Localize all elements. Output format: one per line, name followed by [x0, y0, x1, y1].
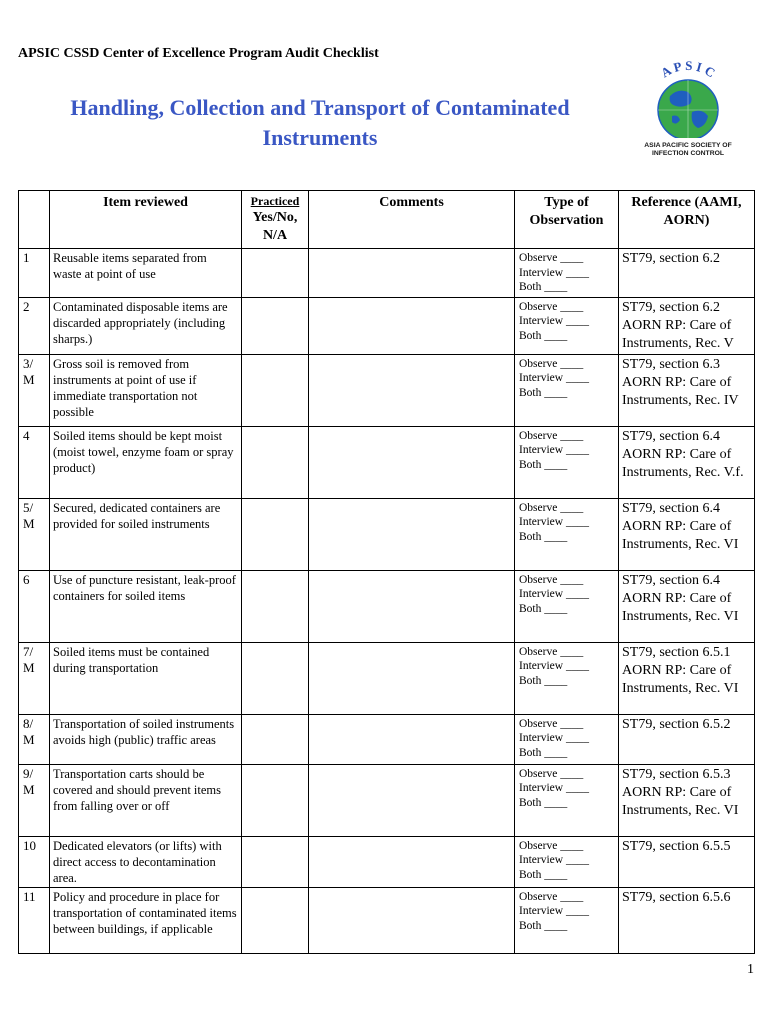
interview-option[interactable]: Interview ____ — [519, 732, 589, 744]
practiced-cell[interactable] — [242, 249, 309, 298]
table-row — [19, 714, 755, 764]
table-row — [19, 498, 755, 570]
comments-cell[interactable] — [309, 354, 515, 426]
page-title — [20, 93, 620, 153]
item-reviewed-cell: Transportation of soiled instruments avoids high (public) traffic areas — [50, 714, 242, 764]
row-number: 9/ M — [19, 764, 50, 836]
observe-option[interactable]: Observe ____ — [519, 252, 584, 264]
table-row — [19, 354, 755, 426]
logo-caption-line-1: ASIA PACIFIC SOCIETY OF — [644, 142, 732, 149]
table-row — [19, 764, 755, 836]
apsic-logo — [632, 56, 744, 160]
interview-option[interactable]: Interview ____ — [519, 516, 589, 528]
row-number: 8/ M — [19, 714, 50, 764]
practiced-cell[interactable] — [242, 714, 309, 764]
observation-cell — [515, 642, 619, 714]
observe-option[interactable]: Observe ____ — [519, 573, 584, 586]
comments-cell[interactable] — [309, 426, 515, 498]
table-row — [19, 297, 755, 354]
reference-cell: ST79, section 6.5.3 AORN RP: Care of Instruments, Rec. VI — [619, 764, 755, 836]
reference-cell: ST79, section 6.2 AORN RP: Care of Instruments, Rec. V — [619, 297, 755, 354]
reference-cell: ST79, section 6.4 AORN RP: Care of Instruments, Rec. VI — [619, 570, 755, 642]
observation-cell — [515, 249, 619, 298]
row-number: 2 — [19, 297, 50, 354]
practiced-cell[interactable] — [242, 297, 309, 354]
interview-option[interactable]: Interview ____ — [519, 854, 589, 866]
comments-cell[interactable] — [309, 297, 515, 354]
both-option[interactable]: Both ____ — [519, 530, 568, 543]
item-reviewed-cell: Soiled items should be kept moist (moist towel, enzyme foam or spray product) — [50, 426, 242, 498]
row-number: 5/ M — [19, 498, 50, 570]
practiced-cell[interactable] — [242, 498, 309, 570]
row-number: 7/ M — [19, 642, 50, 714]
observe-option[interactable]: Observe ____ — [519, 839, 584, 852]
item-reviewed-cell: Secured, dedicated containers are provided for soiled instruments — [50, 498, 242, 570]
both-option[interactable]: Both ____ — [519, 796, 568, 809]
both-option[interactable]: Both ____ — [519, 674, 568, 687]
interview-option[interactable]: Interview ____ — [519, 444, 589, 456]
row-number: 3/ M — [19, 354, 50, 426]
comments-cell[interactable] — [309, 642, 515, 714]
observation-cell — [515, 297, 619, 354]
both-option[interactable]: Both ____ — [519, 868, 568, 881]
reference-column-header: Reference (AAMI, AORN) — [619, 191, 755, 249]
observe-option[interactable]: Observe ____ — [519, 717, 584, 730]
row-number: 10 — [19, 836, 50, 887]
reference-cell: ST79, section 6.5.5 — [619, 836, 755, 887]
table-row — [19, 642, 755, 714]
both-option[interactable]: Both ____ — [519, 746, 568, 759]
observe-option[interactable]: Observe ____ — [519, 300, 584, 313]
observe-option[interactable]: Observe ____ — [519, 767, 584, 780]
interview-option[interactable]: Interview ____ — [519, 266, 589, 279]
row-number: 4 — [19, 426, 50, 498]
both-option[interactable]: Both ____ — [519, 458, 568, 471]
interview-option[interactable]: Interview ____ — [519, 588, 589, 600]
comments-cell[interactable] — [309, 887, 515, 953]
interview-option[interactable]: Interview ____ — [519, 782, 589, 794]
observe-option[interactable]: Observe ____ — [519, 890, 584, 903]
number-column-header — [19, 191, 50, 249]
page-title-line-2: Instruments — [262, 125, 378, 150]
item-reviewed-cell: Contaminated disposable items are discarded appropriately (including sharps.) — [50, 297, 242, 354]
row-number: 11 — [19, 887, 50, 953]
observation-cell — [515, 714, 619, 764]
comments-cell[interactable] — [309, 570, 515, 642]
comments-cell[interactable] — [309, 249, 515, 298]
item-reviewed-cell: Policy and procedure in place for transportation of contaminated items between buildings, if applicable — [50, 887, 242, 953]
table-header-row — [19, 191, 755, 249]
row-number: 6 — [19, 570, 50, 642]
comments-column-header: Comments — [309, 191, 515, 249]
table-row — [19, 570, 755, 642]
reference-cell: ST79, section 6.4 AORN RP: Care of Instruments, Rec. V.f. — [619, 426, 755, 498]
practiced-cell[interactable] — [242, 887, 309, 953]
both-option[interactable]: Both ____ — [519, 602, 568, 615]
comments-cell[interactable] — [309, 498, 515, 570]
table-row — [19, 426, 755, 498]
comments-cell[interactable] — [309, 714, 515, 764]
observation-cell — [515, 836, 619, 887]
logo-caption-line-2: INFECTION CONTROL — [651, 150, 725, 157]
observe-option[interactable]: Observe ____ — [519, 357, 584, 370]
reference-cell: ST79, section 6.3 AORN RP: Care of Instruments, Rec. IV — [619, 354, 755, 426]
practiced-cell[interactable] — [242, 354, 309, 426]
interview-option[interactable]: Interview ____ — [519, 660, 589, 672]
reference-cell: ST79, section 6.4 AORN RP: Care of Instruments, Rec. VI — [619, 498, 755, 570]
item-reviewed-cell: Transportation carts should be covered and should prevent items from falling over or off — [50, 764, 242, 836]
both-option[interactable]: Both ____ — [519, 329, 568, 342]
item-column-header: Item reviewed — [50, 191, 242, 249]
item-reviewed-cell: Reusable items separated from waste at point of use — [50, 249, 242, 298]
both-option[interactable]: Both ____ — [519, 919, 568, 932]
interview-option[interactable]: Interview ____ — [519, 315, 589, 327]
observation-cell — [515, 498, 619, 570]
item-reviewed-cell: Dedicated elevators (or lifts) with direct access to decontamination area. — [50, 836, 242, 887]
observation-cell — [515, 887, 619, 953]
row-number: 1 — [19, 249, 50, 298]
observation-cell — [515, 354, 619, 426]
practiced-cell[interactable] — [242, 426, 309, 498]
reference-cell: ST79, section 6.5.1 AORN RP: Care of Instruments, Rec. VI — [619, 642, 755, 714]
interview-option[interactable]: Interview ____ — [519, 372, 589, 384]
audit-checklist-table — [18, 190, 755, 954]
reference-cell: ST79, section 6.2 — [619, 249, 755, 298]
comments-cell[interactable] — [309, 836, 515, 887]
observation-cell — [515, 570, 619, 642]
interview-option[interactable]: Interview ____ — [519, 905, 589, 917]
item-reviewed-cell: Gross soil is removed from instruments at point of use if immediate transportation not possible — [50, 354, 242, 426]
observation-column-header: Type of Observation — [515, 191, 619, 249]
observation-cell — [515, 764, 619, 836]
practiced-cell[interactable] — [242, 570, 309, 642]
table-row — [19, 249, 755, 298]
item-reviewed-cell: Soiled items must be contained during transportation — [50, 642, 242, 714]
document-header: APSIC CSSD Center of Excellence Program Audit Checklist — [18, 46, 379, 61]
page-number: 1 — [747, 962, 754, 977]
practiced-cell[interactable] — [242, 836, 309, 887]
practiced-cell[interactable] — [242, 764, 309, 836]
both-option[interactable]: Both ____ — [519, 386, 568, 399]
comments-cell[interactable] — [309, 764, 515, 836]
reference-cell: ST79, section 6.5.6 — [619, 887, 755, 953]
table-row — [19, 836, 755, 887]
observe-option[interactable]: Observe ____ — [519, 501, 584, 514]
both-option[interactable]: Both ____ — [519, 281, 568, 293]
logo-arc-text: A P S I C — [658, 57, 718, 81]
observe-option[interactable]: Observe ____ — [519, 645, 584, 658]
reference-cell: ST79, section 6.5.2 — [619, 714, 755, 764]
practiced-column-header: Practiced Yes/No, N/A — [242, 191, 309, 249]
observation-cell — [515, 426, 619, 498]
page-title-line-1: Handling, Collection and Transport of Contaminated — [70, 95, 570, 120]
practiced-cell[interactable] — [242, 642, 309, 714]
item-reviewed-cell: Use of puncture resistant, leak-proof containers for soiled items — [50, 570, 242, 642]
observe-option[interactable]: Observe ____ — [519, 429, 584, 442]
table-row — [19, 887, 755, 953]
